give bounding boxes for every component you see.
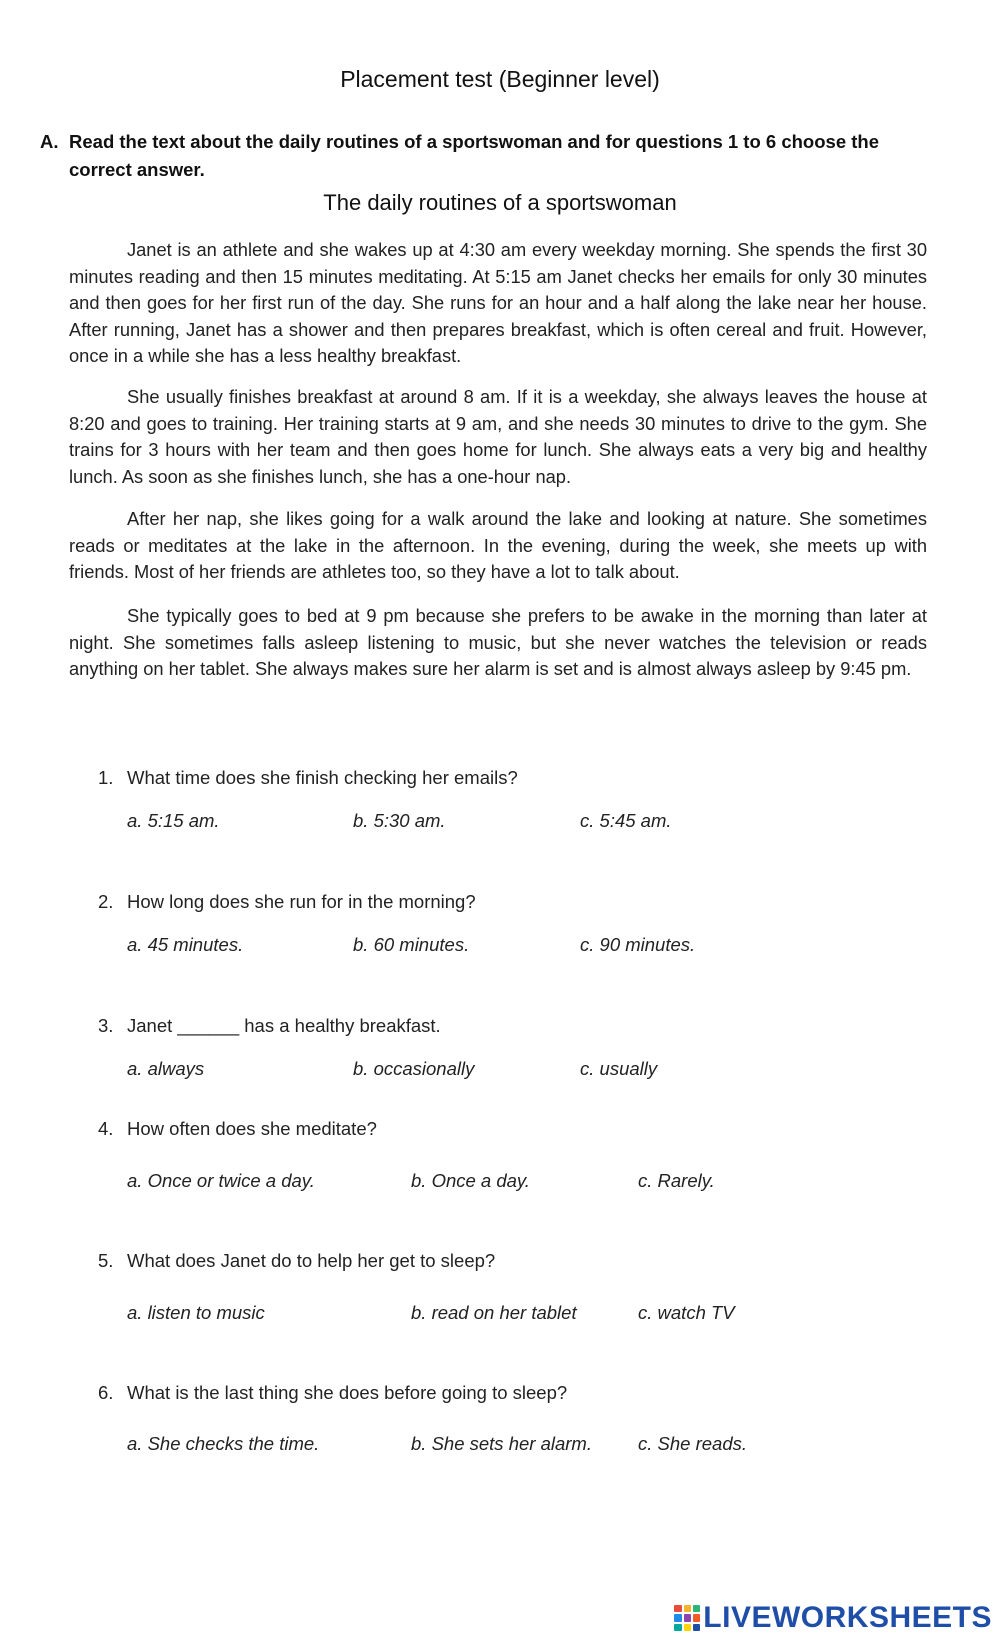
section-instruction xyxy=(40,128,900,184)
logo-square xyxy=(684,1624,691,1631)
option-b[interactable]: b. 5:30 am. xyxy=(353,810,446,831)
logo-square xyxy=(693,1605,700,1612)
option-c[interactable]: c. Rarely. xyxy=(638,1170,715,1191)
question-number: 1. xyxy=(98,767,114,788)
option-c[interactable]: c. watch TV xyxy=(638,1302,735,1323)
question-number: 6. xyxy=(98,1382,114,1403)
option-a[interactable]: a. 5:15 am. xyxy=(127,810,220,831)
option-b[interactable]: b. read on her tablet xyxy=(411,1302,577,1323)
option-a[interactable]: a. 45 minutes. xyxy=(127,934,244,955)
question-5 xyxy=(98,1250,938,1272)
logo-square xyxy=(674,1624,681,1631)
question-text: Janet ______ has a healthy breakfast. xyxy=(127,1015,441,1036)
question-number: 3. xyxy=(98,1015,114,1036)
logo-square xyxy=(684,1605,691,1612)
option-c[interactable]: c. 5:45 am. xyxy=(580,810,672,831)
passage-paragraph-4: She typically goes to bed at 9 pm because she prefers to be awake in the morning than later at night. She sometimes falls asleep listening to music, but she never watches the television or reads anything on her tablet. She always makes sure her alarm is set and is almost always asleep by 9:45 pm. xyxy=(69,605,927,680)
passage-paragraph-2: She usually finishes breakfast at around 8 am. If it is a weekday, she always leaves the house at 8:20 and goes to training. Her training starts at 9 am, and she needs 30 minutes to drive to the gym. She trains for 3 hours with her team and then goes home for lunch. She always eats a very big and healthy lunch. As soon as she finishes lunch, she has a one-hour nap. xyxy=(69,386,927,487)
section-letter: A. xyxy=(40,131,59,152)
option-b[interactable]: b. 60 minutes. xyxy=(353,934,470,955)
option-c[interactable]: c. She reads. xyxy=(638,1433,748,1454)
option-b[interactable]: b. She sets her alarm. xyxy=(411,1433,592,1454)
question-1 xyxy=(98,767,938,789)
option-a[interactable]: a. listen to music xyxy=(127,1302,265,1323)
option-c[interactable]: c. usually xyxy=(580,1058,658,1079)
question-text: What time does she finish checking her emails? xyxy=(127,767,518,788)
question-number: 2. xyxy=(98,891,114,912)
question-6 xyxy=(98,1382,938,1404)
question-4 xyxy=(98,1118,938,1140)
section-instruction-text: Read the text about the daily routines of a sportswoman and for questions 1 to 6 choose the correct answer. xyxy=(69,131,879,180)
question-text: How often does she meditate? xyxy=(127,1118,377,1139)
question-text: What does Janet do to help her get to sleep? xyxy=(127,1250,496,1271)
liveworksheets-logo xyxy=(674,1599,992,1637)
logo-square xyxy=(693,1614,700,1621)
logo-grid-icon xyxy=(674,1605,700,1631)
passage-paragraph-1: Janet is an athlete and she wakes up at 4:30 am every weekday morning. She spends the first 30 minutes reading and then 15 minutes meditating. At 5:15 am Janet checks her emails for only 30 minutes and then goes for her first run of the day. She runs for an hour and a half along the lake near her house. After running, Janet has a shower and then prepares breakfast, which is often cereal and fruit. However, once in a while she has a less healthy breakfast. xyxy=(69,239,927,367)
option-a[interactable]: a. Once or twice a day. xyxy=(127,1170,315,1191)
logo-text: LIVEWORKSHEETS xyxy=(703,1601,992,1634)
option-a[interactable]: a. She checks the time. xyxy=(127,1433,320,1454)
logo-square xyxy=(674,1614,681,1621)
passage-paragraph-3: After her nap, she likes going for a walk around the lake and looking at nature. She sometimes reads or meditates at the lake in the afternoon. In the evening, during the week, she meets up with friends. Most of her friends are athletes too, so they have a lot to talk about. xyxy=(69,508,927,583)
option-b[interactable]: b. Once a day. xyxy=(411,1170,530,1191)
option-a[interactable]: a. always xyxy=(127,1058,205,1079)
logo-square xyxy=(693,1624,700,1631)
question-3 xyxy=(98,1015,938,1037)
option-c[interactable]: c. 90 minutes. xyxy=(580,934,696,955)
page-title: Placement test (Beginner level) xyxy=(340,66,660,92)
passage-title: The daily routines of a sportswoman xyxy=(323,190,677,215)
logo-square xyxy=(684,1614,691,1621)
question-text: What is the last thing she does before going to sleep? xyxy=(127,1382,568,1403)
question-2 xyxy=(98,891,938,913)
question-text: How long does she run for in the morning? xyxy=(127,891,476,912)
logo-square xyxy=(674,1605,681,1612)
option-b[interactable]: b. occasionally xyxy=(353,1058,475,1079)
question-number: 5. xyxy=(98,1250,114,1271)
question-number: 4. xyxy=(98,1118,114,1139)
